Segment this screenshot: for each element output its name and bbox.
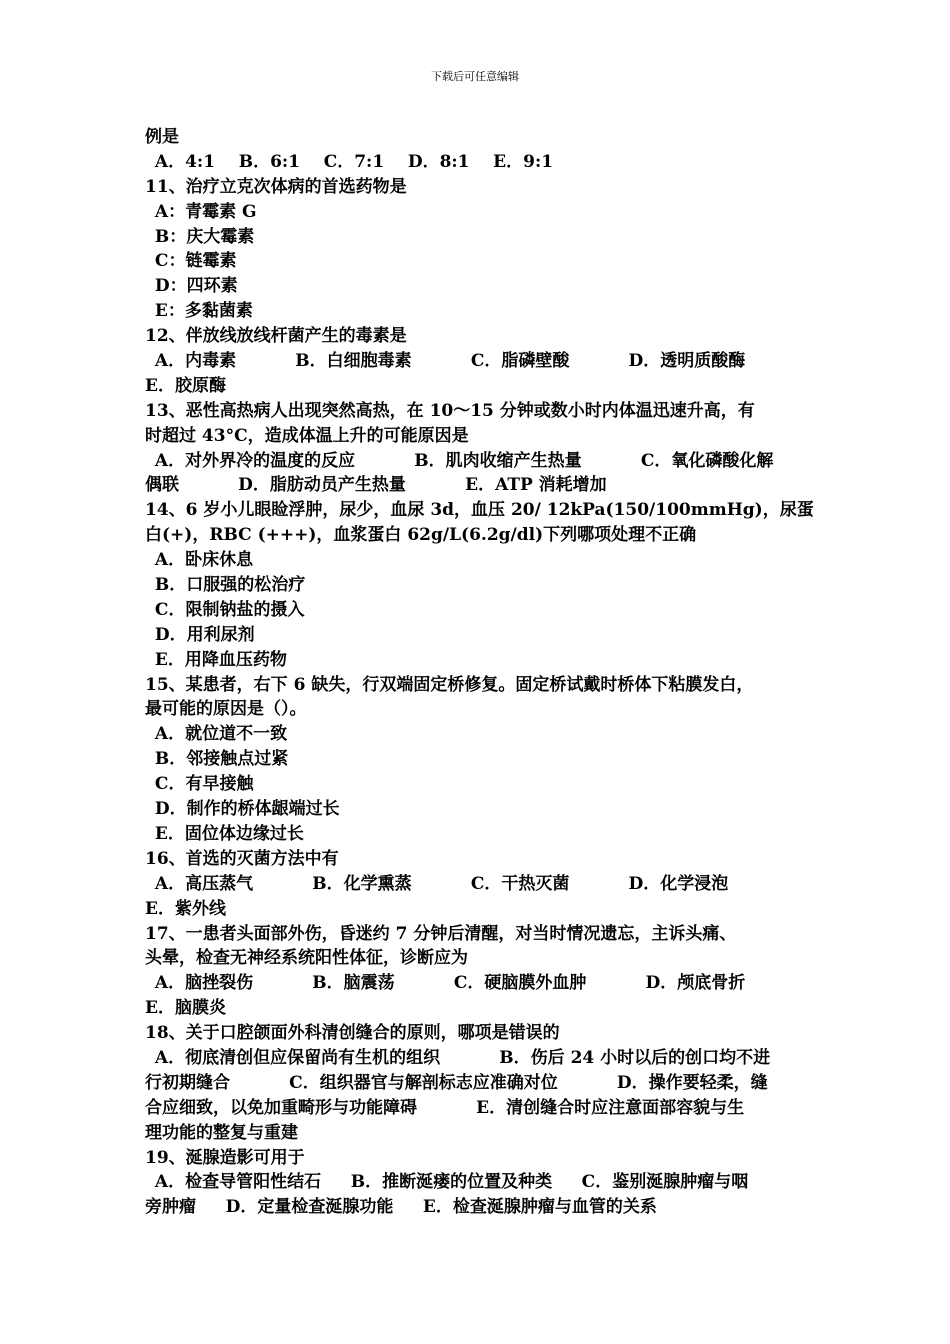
- answer-options: 行初期缝合 C．组织器官与解剖标志应准确对位 D．操作要轻柔，缝: [145, 1072, 768, 1093]
- answer-options: E．紫外线: [145, 898, 226, 919]
- answer-options: E．脑膜炎: [145, 998, 226, 1019]
- option-e: E．固位体边缘过长: [149, 823, 304, 844]
- answer-options: 合应细致，以免加重畸形与功能障碍 E．清创缝合时应注意面部容貌与生: [145, 1097, 745, 1118]
- question-16: 16、首选的灭菌方法中有: [145, 848, 339, 869]
- answer-options: A．彻底清创但应保留尚有生机的组织 B．伤后 24 小时以后的创口均不进: [149, 1047, 771, 1068]
- option-a: A．卧床休息: [149, 550, 254, 571]
- question-15-cont: 最可能的原因是（）。: [145, 699, 307, 720]
- question-13-cont: 时超过 43°C，造成体温上升的可能原因是: [145, 425, 469, 446]
- question-18: 18、关于口腔颌面外科清创缝合的原则，哪项是错误的: [145, 1023, 560, 1044]
- answer-options: A．检查导管阳性结石 B．推断涎瘘的位置及种类 C．鉴别涎腺肿瘤与咽: [149, 1172, 749, 1193]
- option-d: D．制作的桥体龈端过长: [149, 799, 340, 820]
- option-e: E．用降血压药物: [149, 649, 287, 670]
- option-d: D．用利尿剂: [149, 624, 255, 645]
- option-a: A：青霉素 G: [149, 201, 257, 222]
- option-c: C：链霉素: [149, 251, 237, 272]
- answer-options: 偶联 D．脂肪动员产生热量 E．ATP 消耗增加: [145, 475, 607, 496]
- option-c: C．限制钠盐的摄入: [149, 599, 305, 620]
- question-19: 19、涎腺造影可用于: [145, 1147, 305, 1168]
- option-a: A．就位道不一致: [149, 724, 288, 745]
- question-13: 13、恶性高热病人出现突然高热，在 10～15 分钟或数小时内体温迅速升高，有: [145, 400, 755, 421]
- text-line: 例是: [145, 127, 179, 147]
- question-17: 17、一患者头面部外伤，昏迷约 7 分钟后清醒，对当时情况遗忘，主诉头痛、: [145, 923, 737, 944]
- option-d: D：四环素: [149, 276, 238, 297]
- option-e: E：多黏菌素: [149, 301, 253, 322]
- answer-options: A．对外界冷的温度的反应 B．肌肉收缩产生热量 C．氧化磷酸化解: [149, 450, 774, 471]
- option-b: B：庆大霉素: [149, 226, 255, 247]
- option-c: C．有早接触: [149, 774, 254, 795]
- answer-options: E．胶原酶: [145, 375, 226, 396]
- question-14-cont: 白(+)，RBC (+++)，血浆蛋白 62g/L(6.2g/dl)下列哪项处理不正确: [145, 525, 697, 546]
- answer-options: 旁肿瘤 D．定量检查涎腺功能 E．检查涎腺肿瘤与血管的关系: [145, 1197, 657, 1218]
- answer-options: A．高压蒸气 B．化学熏蒸 C．干热灭菌 D．化学浸泡: [149, 873, 729, 894]
- answer-options: A．4:1 B．6:1 C．7:1 D．8:1 E．9:1: [149, 151, 554, 172]
- answer-options: A．脑挫裂伤 B．脑震荡 C．硬脑膜外血肿 D．颅底骨折: [149, 973, 746, 994]
- answer-options: 理功能的整复与重建: [145, 1122, 298, 1143]
- question-14: 14、6 岁小儿眼睑浮肿，尿少，血尿 3d，血压 20/ 12kPa(150/100mmHg)，尿蛋: [145, 500, 814, 521]
- document-body: [145, 125, 817, 1220]
- option-b: B．邻接触点过紧: [149, 749, 289, 770]
- question-11: 11、治疗立克次体病的首选药物是: [145, 176, 407, 197]
- question-17-cont: 头晕，检查无神经系统阳性体征，诊断应为: [145, 948, 468, 969]
- page-header: 下载后可任意编辑: [431, 70, 519, 83]
- question-12: 12、伴放线放线杆菌产生的毒素是: [145, 326, 407, 347]
- question-15: 15、某患者，右下 6 缺失，行双端固定桥修复。固定桥试戴时桥体下粘膜发白，: [145, 674, 754, 695]
- answer-options: A．内毒素 B．白细胞毒素 C．脂磷壁酸 D．透明质酸酶: [149, 351, 746, 372]
- option-b: B．口服强的松治疗: [149, 575, 306, 596]
